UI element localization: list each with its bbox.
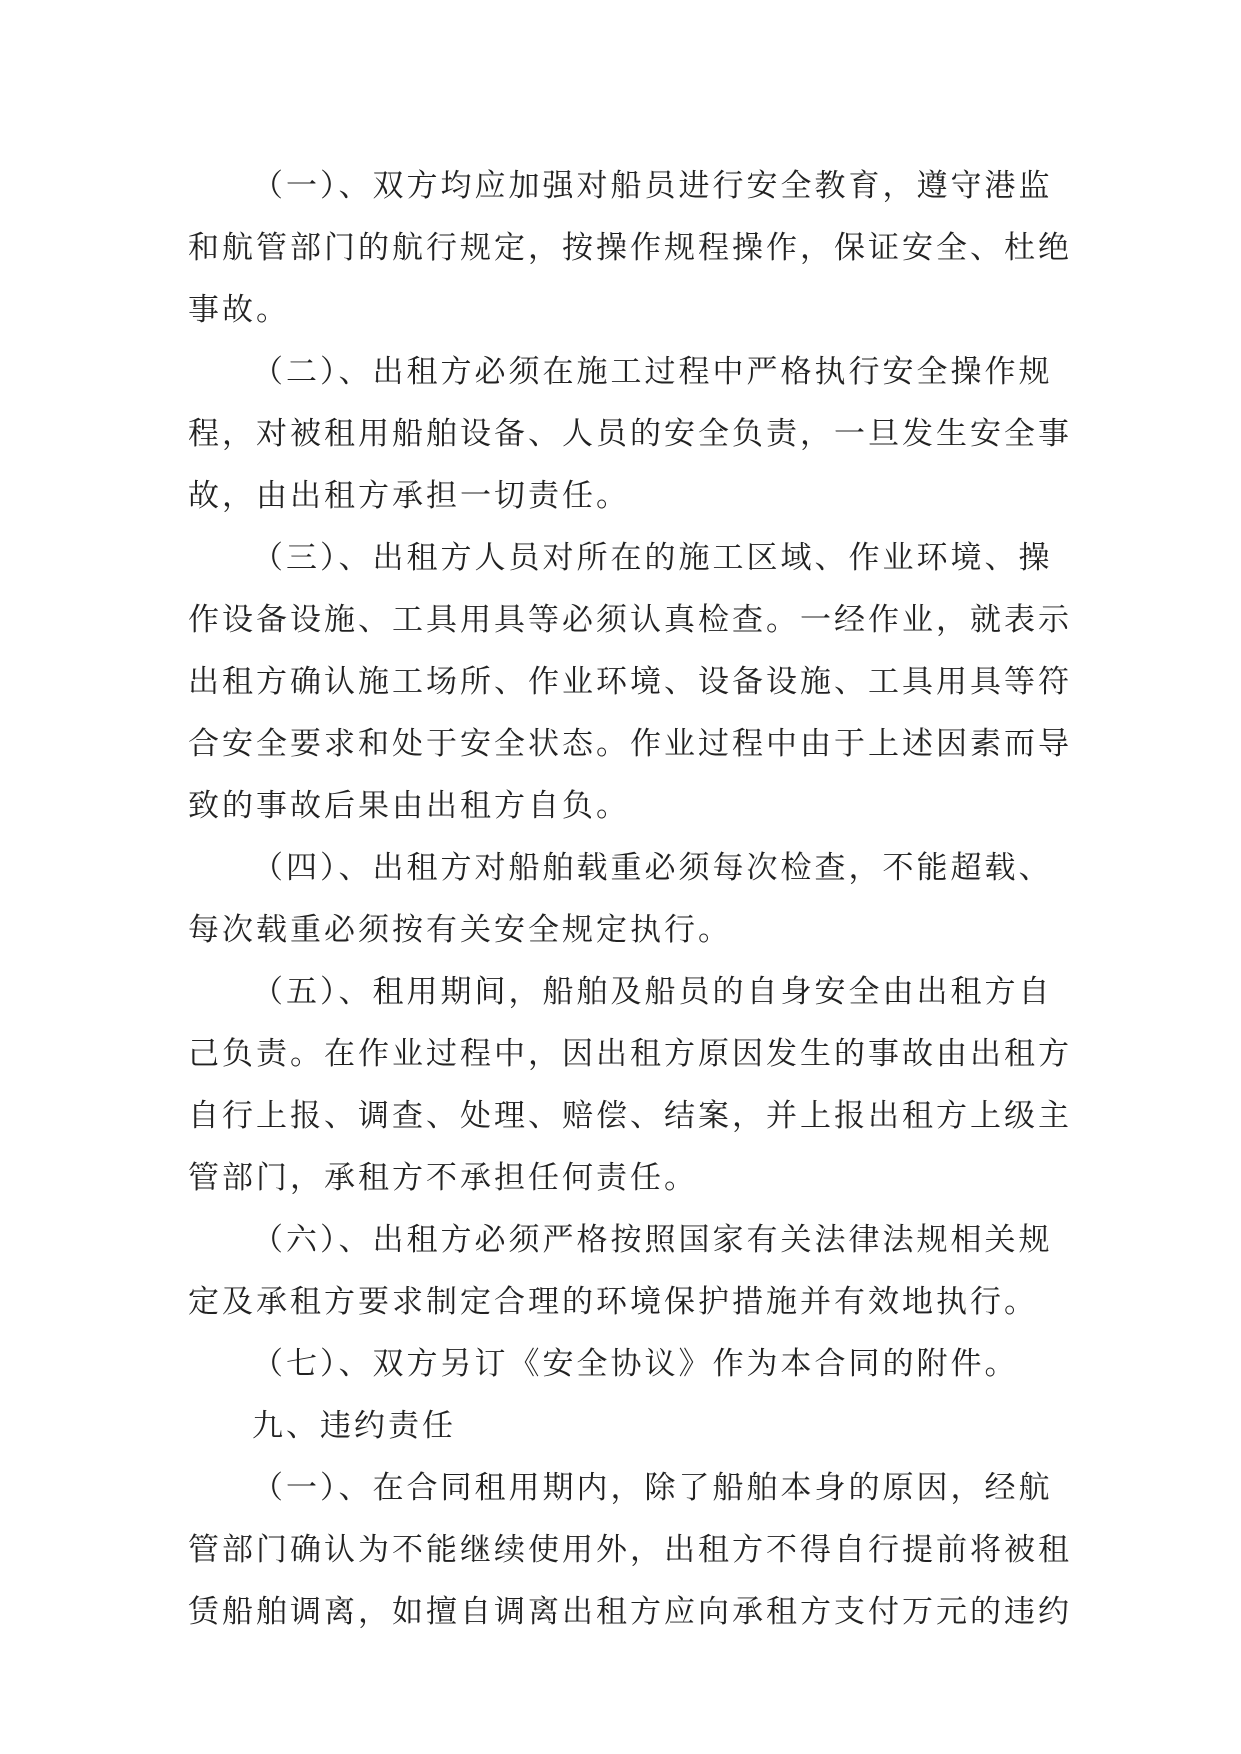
paragraph-line: 和航管部门的航行规定，按操作规程操作，保证安全、杜绝 [188, 230, 1072, 266]
paragraph-line: 管部门确认为不能继续使用外，出租方不得自行提前将被租 [188, 1532, 1072, 1568]
paragraph-line: （四）、出租方对船舶载重必须每次检查，不能超载、 [252, 850, 1053, 886]
paragraph-line: 己负责。在作业过程中，因出租方原因发生的事故由出租方 [188, 1036, 1072, 1072]
paragraph-line: （六）、出租方必须严格按照国家有关法律法规相关规 [252, 1222, 1053, 1258]
paragraph-line: 合安全要求和处于安全状态。作业过程中由于上述因素而导 [188, 726, 1072, 762]
paragraph-line: （七）、双方另订《安全协议》作为本合同的附件。 [252, 1346, 1019, 1382]
paragraph-line: 故，由出租方承担一切责任。 [188, 478, 630, 514]
paragraph-line: 管部门，承租方不承担任何责任。 [188, 1160, 698, 1196]
paragraph-line: 每次载重必须按有关安全规定执行。 [188, 912, 732, 948]
paragraph-line: 致的事故后果由出租方自负。 [188, 788, 630, 824]
paragraph-line: （五）、租用期间，船舶及船员的自身安全由出租方自 [252, 974, 1053, 1010]
section-heading: 九、违约责任 [252, 1408, 456, 1444]
paragraph-line: （二）、出租方必须在施工过程中严格执行安全操作规 [252, 354, 1053, 390]
paragraph-line: 作设备设施、工具用具等必须认真检查。一经作业，就表示 [188, 602, 1072, 638]
paragraph-line: 出租方确认施工场所、作业环境、设备设施、工具用具等符 [188, 664, 1072, 700]
paragraph-line: 赁船舶调离，如擅自调离出租方应向承租方支付万元的违约 [188, 1594, 1072, 1630]
paragraph-line: 自行上报、调查、处理、赔偿、结案，并上报出租方上级主 [188, 1098, 1072, 1134]
paragraph-line: （一）、双方均应加强对船员进行安全教育，遵守港监 [252, 168, 1053, 204]
paragraph-line: 定及承租方要求制定合理的环境保护措施并有效地执行。 [188, 1284, 1038, 1320]
paragraph-line: 程，对被租用船舶设备、人员的安全负责，一旦发生安全事 [188, 416, 1072, 452]
paragraph-line: （三）、出租方人员对所在的施工区域、作业环境、操 [252, 540, 1053, 576]
paragraph-line: （一）、在合同租用期内，除了船舶本身的原因，经航 [252, 1470, 1053, 1506]
paragraph-line: 事故。 [188, 292, 290, 328]
document-body [188, 155, 1072, 1643]
